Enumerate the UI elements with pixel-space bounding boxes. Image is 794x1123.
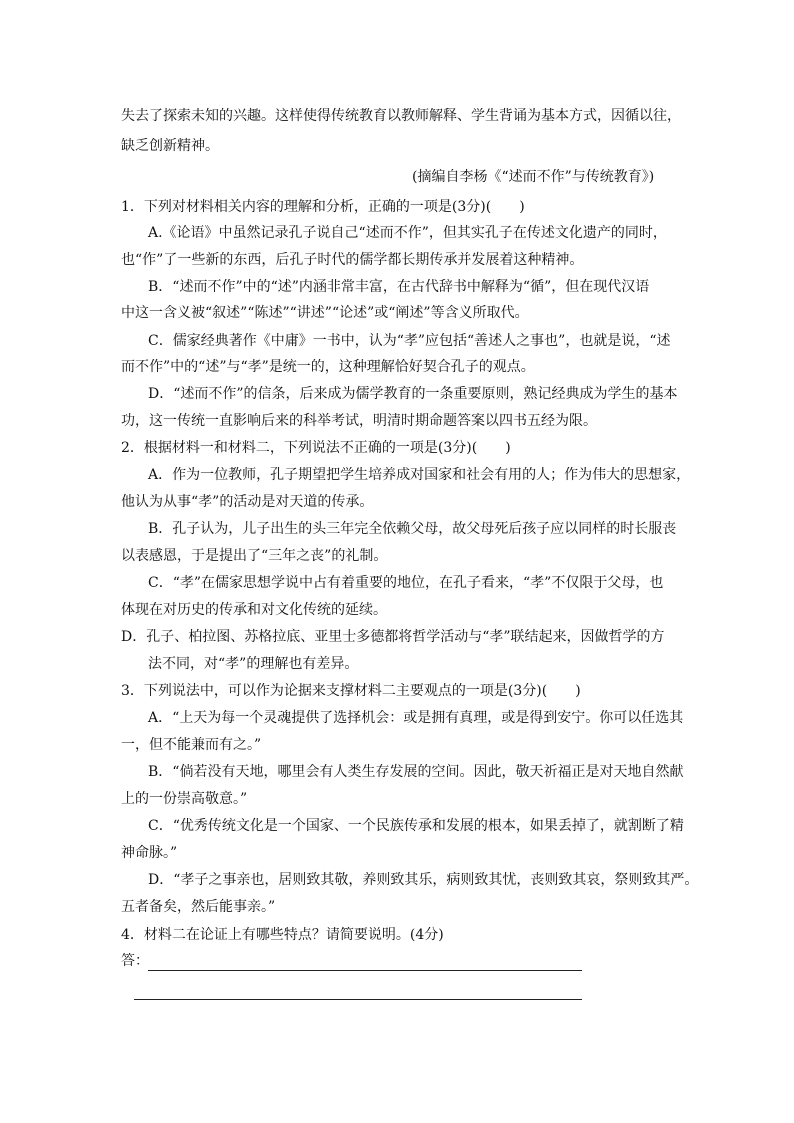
option-line: 他认为从事“孝”的活动是对天道的传承。	[121, 494, 374, 510]
option-line: A．“上天为每一个灵魂提供了选择机会：或是拥有真理，或是得到安宁。你可以任选其	[148, 710, 684, 726]
option-line: 神命脉。”	[121, 845, 178, 861]
option-line: 而不作”中的“述”与“孝”是统一的，这种理解恰好契合孔子的观点。	[121, 359, 535, 375]
option-line: D．“孝子之事亲也，居则致其敬，养则致其乐，病则致其忧，丧则致其哀，祭则致其严。	[148, 872, 699, 888]
option-line: 以表感恩，于是提出了“三年之丧”的礼制。	[121, 548, 388, 564]
option-line: 体现在对历史的传承和对文化传统的延续。	[121, 602, 387, 618]
option-line: 功，这一传统一直影响后来的科举考试，明清时期命题答案以四书五经为限。	[121, 413, 597, 429]
answer-blank-line[interactable]	[148, 970, 582, 971]
option-line: B．“述而不作”中的“述”内涵非常丰富，在古代辞书中解释为“循”，但在现代汉语	[148, 279, 650, 295]
answer-label: 答：	[121, 953, 149, 969]
question-stem: 1．下列对材料相关内容的理解和分析，正确的一项是(3分)( )	[121, 199, 525, 215]
option-line: A．作为一位教师，孔子期望把学生培养成对国家和社会有用的人；作为伟大的思想家，	[148, 467, 691, 483]
option-line: B．“倘若没有天地，哪里会有人类生存发展的空间。因此，敬天祈福正是对天地自然献	[148, 764, 684, 780]
option-line: C．“优秀传统文化是一个国家、一个民族传承和发展的根本，如果丢掉了，就割断了精	[148, 818, 684, 834]
option-line: 也“作”了一些新的东西，后孔子时代的儒学都长期传承并发展着这种精神。	[121, 252, 584, 268]
answer-blank-line[interactable]	[134, 999, 582, 1000]
option-line: D．孔子、柏拉图、苏格拉底、亚里士多德都将哲学活动与“孝”联结起来，因做哲学的方	[121, 629, 665, 645]
option-line: D．“述而不作”的信条，后来成为儒学教育的一条重要原则，熟记经典成为学生的基本	[148, 386, 678, 402]
option-line: B．孔子认为，儿子出生的头三年完全依赖父母，故父母死后孩子应以同样的时长服丧	[148, 521, 677, 537]
question-stem: 3．下列说法中，可以作为论据来支撑材料二主要观点的一项是(3分)( )	[121, 683, 581, 699]
passage-line: 失去了探索未知的兴趣。这样使得传统教育以教师解释、学生背诵为基本方式，因循以往，	[121, 108, 681, 124]
option-line: A.《论语》中虽然记录孔子说自己“述而不作”，但其实孔子在传述文化遗产的同时，	[148, 225, 667, 241]
option-line: 一，但不能兼而有之。”	[121, 737, 262, 753]
option-line: 法不同，对“孝”的理解也有差异。	[148, 656, 359, 672]
passage-line: 缺乏创新精神。	[121, 138, 219, 154]
question-stem: 4．材料二在论证上有哪些特点？请简要说明。(4分)	[121, 927, 444, 943]
option-line: 五者备矣，然后能事亲。”	[121, 899, 276, 915]
option-line: C．儒家经典著作《中庸》一书中，认为“孝”应包括“善述人之事也”，也就是说，“述	[148, 333, 671, 349]
option-line: C．“孝”在儒家思想学说中占有着重要的地位，在孔子看来，“孝”不仅限于父母，也	[148, 575, 664, 591]
passage-source: (摘编自李杨《“述而不作”与传统教育》)	[412, 169, 655, 185]
option-line: 上的一份崇高敬意。”	[121, 791, 248, 807]
question-stem: 2．根据材料一和材料二，下列说法不正确的一项是(3分)( )	[121, 440, 511, 456]
option-line: 中这一含义被“叙述”“陈述”“讲述”“论述”或“阐述”等含义所取代。	[121, 305, 529, 321]
